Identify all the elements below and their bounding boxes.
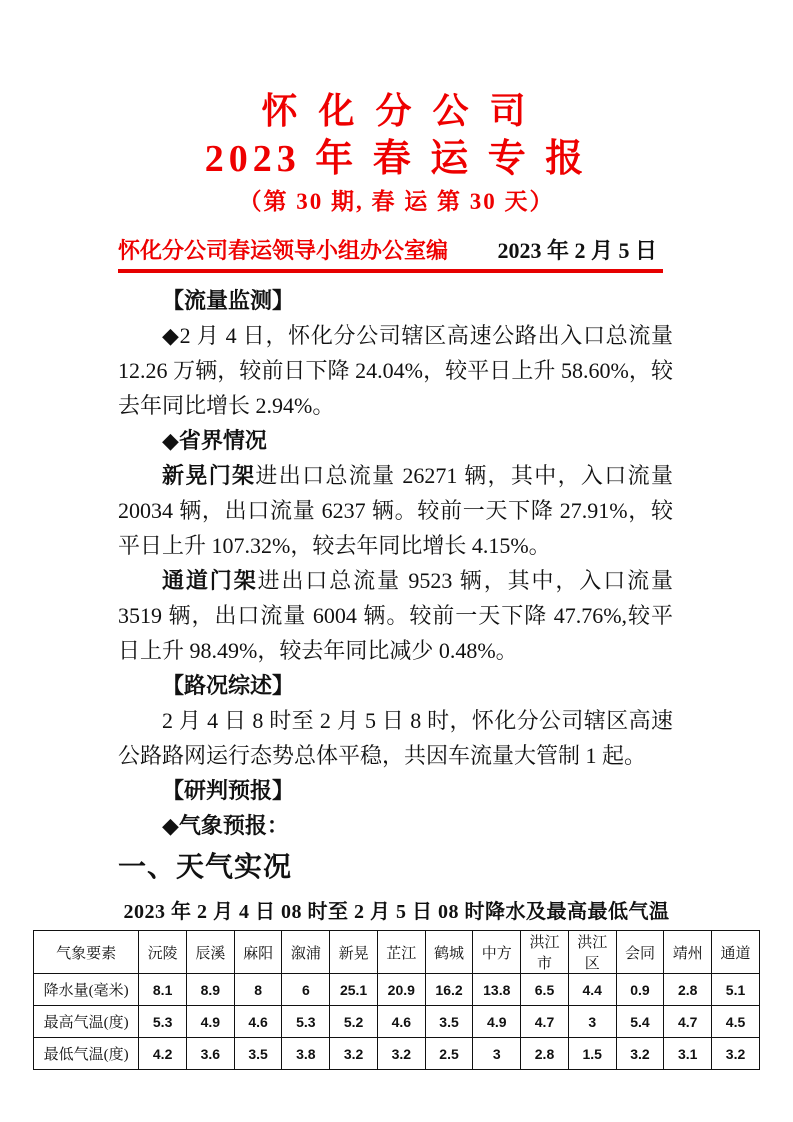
weather-value-cell: 8 bbox=[234, 974, 282, 1006]
weather-value-cell: 3.1 bbox=[664, 1038, 712, 1070]
weather-value-cell: 3.2 bbox=[712, 1038, 760, 1070]
weather-row-label: 降水量(毫米) bbox=[34, 974, 139, 1006]
weather-value-cell: 3.5 bbox=[425, 1006, 473, 1038]
weather-value-cell: 8.9 bbox=[187, 974, 235, 1006]
xinhuang-gantry-text: 进出口总流量 26271 辆，其中，入口流量 20034 辆，出口流量 6237 辆。较前一天下降 27.91%，较平日上升 107.32%，较去年同比增长 4.15%。 bbox=[118, 463, 673, 558]
weather-table-county-header: 辰溪 bbox=[187, 931, 235, 974]
doc-title-line1: 怀 化 分 公 司 bbox=[261, 91, 532, 131]
weather-table-county-header: 会同 bbox=[616, 931, 664, 974]
weather-value-cell: 13.8 bbox=[473, 974, 521, 1006]
section-header-traffic-monitoring: 【流量监测】 bbox=[162, 288, 295, 313]
weather-value-cell: 4.5 bbox=[712, 1006, 760, 1038]
weather-value-cell: 2.5 bbox=[425, 1038, 473, 1070]
masthead-divider-rule bbox=[118, 269, 663, 273]
weather-table-county-header: 通道 bbox=[712, 931, 760, 974]
weather-value-cell: 6 bbox=[282, 974, 330, 1006]
weather-value-cell: 5.3 bbox=[139, 1006, 187, 1038]
weather-table-row bbox=[34, 1038, 760, 1070]
paragraph-tongdao-gantry bbox=[118, 563, 673, 668]
weather-value-cell: 5.3 bbox=[282, 1006, 330, 1038]
weather-value-cell: 3.2 bbox=[616, 1038, 664, 1070]
masthead-editor: 怀化分公司春运领导小组办公室编 bbox=[118, 238, 449, 263]
masthead bbox=[118, 234, 663, 265]
weather-value-cell: 3 bbox=[473, 1038, 521, 1070]
tongdao-gantry-text: 进出口总流量 9523 辆，其中，入口流量 3519 辆，出口流量 6004 辆。较前一天下降 47.76%,较平日上升 98.49%，较去年同比减少 0.48%。 bbox=[118, 568, 673, 663]
weather-value-cell: 4.4 bbox=[568, 974, 616, 1006]
weather-value-cell: 4.9 bbox=[187, 1006, 235, 1038]
weather-table-county-header: 溆浦 bbox=[282, 931, 330, 974]
weather-value-cell: 4.6 bbox=[377, 1006, 425, 1038]
weather-row-label: 最低气温(度) bbox=[34, 1038, 139, 1070]
section-header-forecast: 【研判预报】 bbox=[162, 778, 295, 803]
weather-value-cell: 2.8 bbox=[664, 974, 712, 1006]
weather-row-label: 最高气温(度) bbox=[34, 1006, 139, 1038]
weather-table-county-header: 沅陵 bbox=[139, 931, 187, 974]
weather-table-header-row bbox=[34, 931, 760, 974]
masthead-date: 2023 年 2 月 5 日 bbox=[497, 238, 657, 263]
document-title-block bbox=[0, 0, 793, 218]
paragraph-xinhuang-gantry bbox=[118, 458, 673, 563]
weather-value-cell: 5.1 bbox=[712, 974, 760, 1006]
weather-table-county-header: 芷江 bbox=[377, 931, 425, 974]
document-body bbox=[118, 283, 673, 843]
weather-table-title: 2023 年 2 月 4 日 08 时至 2 月 5 日 08 时降水及最高最低气温 bbox=[123, 901, 670, 923]
weather-value-cell: 6.5 bbox=[521, 974, 569, 1006]
weather-table-county-header: 新晃 bbox=[330, 931, 378, 974]
paragraph-road-conditions: 2 月 4 日 8 时至 2 月 5 日 8 时，怀化分公司辖区高速公路路网运行态势总体平稳，共因车流量大管制 1 起。 bbox=[118, 708, 673, 768]
section-header-road-conditions: 【路况综述】 bbox=[162, 673, 295, 698]
weather-value-cell: 2.8 bbox=[521, 1038, 569, 1070]
weather-value-cell: 4.2 bbox=[139, 1038, 187, 1070]
weather-value-cell: 16.2 bbox=[425, 974, 473, 1006]
weather-table-county-header: 鹤城 bbox=[425, 931, 473, 974]
weather-table-county-header: 洪江区 bbox=[568, 931, 616, 974]
weather-table-county-header: 麻阳 bbox=[234, 931, 282, 974]
weather-value-cell: 4.6 bbox=[234, 1006, 282, 1038]
subsection-weather-forecast: ◆气象预报： bbox=[162, 813, 289, 838]
paragraph-traffic-summary: ◆2 月 4 日，怀化分公司辖区高速公路出入口总流量 12.26 万辆，较前日下降 24.04%，较平日上升 58.60%，较去年同比增长 2.94%。 bbox=[118, 323, 673, 418]
weather-value-cell: 3.6 bbox=[187, 1038, 235, 1070]
weather-value-cell: 5.4 bbox=[616, 1006, 664, 1038]
weather-value-cell: 0.9 bbox=[616, 974, 664, 1006]
weather-value-cell: 4.7 bbox=[664, 1006, 712, 1038]
weather-table-corner-header: 气象要素 bbox=[34, 931, 139, 974]
weather-table-row bbox=[34, 1006, 760, 1038]
weather-value-cell: 3.8 bbox=[282, 1038, 330, 1070]
weather-value-cell: 3.5 bbox=[234, 1038, 282, 1070]
weather-value-cell: 3 bbox=[568, 1006, 616, 1038]
tongdao-gantry-label: 通道门架 bbox=[162, 568, 258, 593]
subsection-provincial-border: ◆省界情况 bbox=[162, 428, 267, 453]
weather-table-county-header: 洪江市 bbox=[521, 931, 569, 974]
weather-value-cell: 4.9 bbox=[473, 1006, 521, 1038]
weather-value-cell: 3.2 bbox=[330, 1038, 378, 1070]
weather-value-cell: 25.1 bbox=[330, 974, 378, 1006]
doc-title-line2: 2023 年 春 运 专 报 bbox=[204, 138, 589, 180]
weather-value-cell: 4.7 bbox=[521, 1006, 569, 1038]
weather-section-heading: 一、天气实况 bbox=[118, 852, 293, 883]
weather-table-county-header: 中方 bbox=[473, 931, 521, 974]
weather-table-row bbox=[34, 974, 760, 1006]
weather-value-cell: 20.9 bbox=[377, 974, 425, 1006]
weather-table bbox=[33, 930, 760, 1070]
weather-value-cell: 3.2 bbox=[377, 1038, 425, 1070]
weather-value-cell: 5.2 bbox=[330, 1006, 378, 1038]
weather-table-county-header: 靖州 bbox=[664, 931, 712, 974]
weather-value-cell: 1.5 bbox=[568, 1038, 616, 1070]
weather-table-container bbox=[33, 930, 760, 1070]
weather-value-cell: 8.1 bbox=[139, 974, 187, 1006]
xinhuang-gantry-label: 新晃门架 bbox=[162, 463, 256, 488]
doc-issue-line: （第 30 期, 春 运 第 30 天） bbox=[238, 189, 555, 214]
